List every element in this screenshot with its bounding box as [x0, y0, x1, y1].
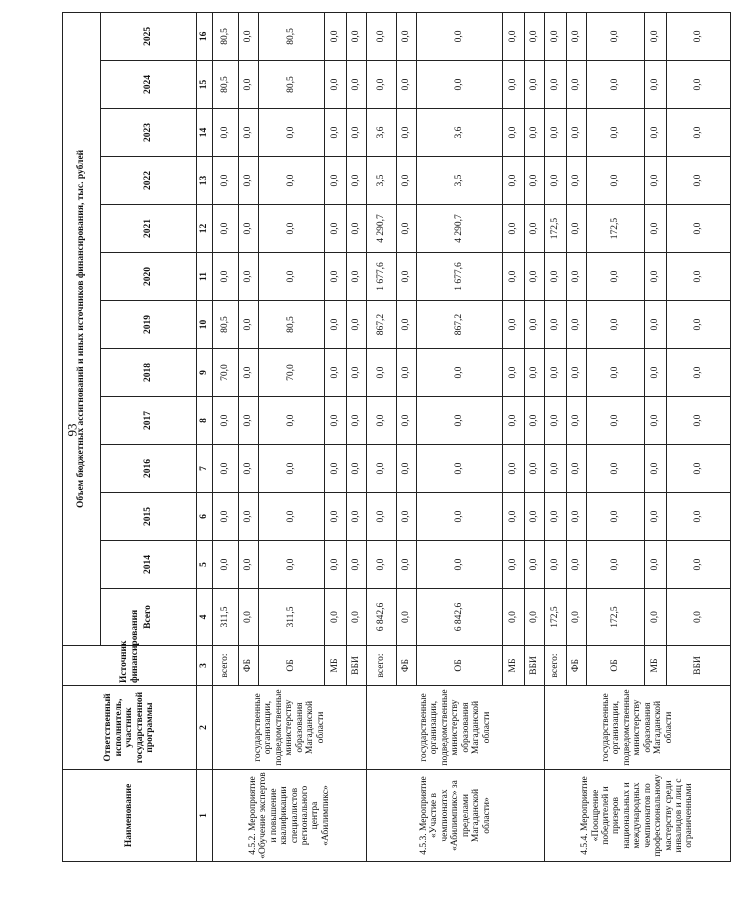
- header-year: 2021: [101, 205, 197, 253]
- year-value-cell: 0,0: [503, 253, 525, 301]
- column-number: 5: [197, 541, 213, 589]
- column-number: 9: [197, 349, 213, 397]
- year-value-cell: 0,0: [645, 157, 667, 205]
- year-value-cell: 0,0: [213, 541, 239, 589]
- year-value-cell: 0,0: [417, 445, 503, 493]
- year-value-cell: 0,0: [417, 397, 503, 445]
- year-value-cell: 0,0: [397, 61, 417, 109]
- year-value-cell: 80,5: [259, 61, 325, 109]
- year-value-cell: 0,0: [239, 445, 259, 493]
- year-value-cell: 0,0: [239, 397, 259, 445]
- header-year: 2019: [101, 301, 197, 349]
- year-value-cell: 0,0: [545, 445, 567, 493]
- total-cell: 172,5: [587, 589, 645, 646]
- year-value-cell: 0,0: [503, 493, 525, 541]
- year-value-cell: 0,0: [567, 349, 587, 397]
- total-cell: 311,5: [259, 589, 325, 646]
- funding-source: ОБ: [417, 646, 503, 686]
- year-value-cell: 0,0: [667, 397, 731, 445]
- year-value-cell: 0,0: [397, 205, 417, 253]
- year-value-cell: 0,0: [239, 349, 259, 397]
- year-value-cell: 0,0: [325, 445, 347, 493]
- funding-source: всего:: [213, 646, 239, 686]
- total-cell: 0,0: [667, 589, 731, 646]
- year-value-cell: 70,0: [213, 349, 239, 397]
- year-value-cell: 0,0: [213, 445, 239, 493]
- year-value-cell: 0,0: [645, 445, 667, 493]
- year-value-cell: 0,0: [347, 493, 367, 541]
- year-value-cell: 0,0: [587, 541, 645, 589]
- funding-source: МБ: [503, 646, 525, 686]
- year-value-cell: 0,0: [259, 109, 325, 157]
- funding-source: всего:: [367, 646, 397, 686]
- year-value-cell: 0,0: [213, 397, 239, 445]
- year-value-cell: 0,0: [347, 541, 367, 589]
- year-value-cell: 0,0: [347, 157, 367, 205]
- funding-source: МБ: [325, 646, 347, 686]
- year-value-cell: 0,0: [397, 349, 417, 397]
- year-value-cell: 80,5: [259, 301, 325, 349]
- year-value-cell: 0,0: [503, 445, 525, 493]
- year-value-cell: 0,0: [397, 301, 417, 349]
- responsible-executor: государственные организации, подведомственные министерству образования Магаданской области: [213, 686, 367, 770]
- year-value-cell: 0,0: [567, 61, 587, 109]
- year-value-cell: 0,0: [525, 205, 545, 253]
- year-value-cell: 0,0: [325, 61, 347, 109]
- year-value-cell: 0,0: [213, 205, 239, 253]
- total-cell: 0,0: [397, 589, 417, 646]
- activity-name: 4.5.2. Мероприятие «Обучение экспертов и повышение квалификации специалистов регионального центра «Абилимпикс»: [213, 770, 367, 862]
- year-value-cell: 0,0: [545, 253, 567, 301]
- column-number: 11: [197, 253, 213, 301]
- funding-source: ВБИ: [667, 646, 731, 686]
- year-value-cell: 0,0: [367, 493, 397, 541]
- year-value-cell: 4 290,7: [417, 205, 503, 253]
- year-value-cell: 0,0: [587, 157, 645, 205]
- year-value-cell: 0,0: [525, 445, 545, 493]
- year-value-cell: 0,0: [645, 541, 667, 589]
- year-value-cell: 0,0: [367, 397, 397, 445]
- year-value-cell: 0,0: [367, 61, 397, 109]
- funding-source: ОБ: [587, 646, 645, 686]
- year-value-cell: 0,0: [239, 493, 259, 541]
- column-number: 10: [197, 301, 213, 349]
- column-number: 14: [197, 109, 213, 157]
- year-value-cell: 0,0: [239, 205, 259, 253]
- year-value-cell: 0,0: [347, 397, 367, 445]
- column-number: 8: [197, 397, 213, 445]
- year-value-cell: 0,0: [545, 493, 567, 541]
- funding-source: МБ: [645, 646, 667, 686]
- funding-source: ФБ: [397, 646, 417, 686]
- year-value-cell: 0,0: [667, 61, 731, 109]
- column-number: 4: [197, 589, 213, 646]
- year-value-cell: 0,0: [325, 397, 347, 445]
- year-value-cell: 0,0: [367, 12, 397, 60]
- year-value-cell: 0,0: [213, 253, 239, 301]
- year-value-cell: 0,0: [645, 493, 667, 541]
- year-value-cell: 0,0: [503, 61, 525, 109]
- year-value-cell: 0,0: [347, 445, 367, 493]
- year-value-cell: 0,0: [587, 301, 645, 349]
- year-value-cell: 0,0: [587, 349, 645, 397]
- year-value-cell: 0,0: [525, 349, 545, 397]
- year-value-cell: 0,0: [545, 541, 567, 589]
- year-value-cell: 0,0: [545, 301, 567, 349]
- total-cell: 311,5: [213, 589, 239, 646]
- year-value-cell: 0,0: [645, 61, 667, 109]
- column-number: 1: [197, 770, 213, 862]
- year-value-cell: 0,0: [667, 349, 731, 397]
- year-value-cell: 0,0: [325, 12, 347, 60]
- year-value-cell: 0,0: [525, 301, 545, 349]
- column-number: 7: [197, 445, 213, 493]
- year-value-cell: 0,0: [239, 253, 259, 301]
- year-value-cell: 0,0: [503, 301, 525, 349]
- year-value-cell: 0,0: [347, 205, 367, 253]
- year-value-cell: 0,0: [503, 349, 525, 397]
- year-value-cell: 0,0: [587, 253, 645, 301]
- column-number: 12: [197, 205, 213, 253]
- year-value-cell: 0,0: [239, 12, 259, 60]
- total-cell: 6 842,6: [417, 589, 503, 646]
- year-value-cell: 0,0: [645, 109, 667, 157]
- total-cell: 0,0: [503, 589, 525, 646]
- total-cell: 0,0: [239, 589, 259, 646]
- year-value-cell: 0,0: [259, 157, 325, 205]
- funding-source: ФБ: [567, 646, 587, 686]
- year-value-cell: 0,0: [325, 349, 347, 397]
- year-value-cell: 0,0: [525, 12, 545, 60]
- year-value-cell: 0,0: [213, 157, 239, 205]
- year-value-cell: 0,0: [667, 301, 731, 349]
- year-value-cell: 0,0: [645, 253, 667, 301]
- year-value-cell: 0,0: [259, 205, 325, 253]
- year-value-cell: 3,6: [417, 109, 503, 157]
- year-value-cell: 0,0: [213, 493, 239, 541]
- year-value-cell: 0,0: [397, 12, 417, 60]
- year-value-cell: 0,0: [525, 541, 545, 589]
- year-value-cell: 0,0: [417, 61, 503, 109]
- year-value-cell: 0,0: [503, 12, 525, 60]
- funding-source: всего:: [545, 646, 567, 686]
- year-value-cell: 0,0: [397, 253, 417, 301]
- funding-source: ВБИ: [347, 646, 367, 686]
- year-value-cell: 867,2: [417, 301, 503, 349]
- year-value-cell: 0,0: [645, 349, 667, 397]
- responsible-executor: государственные организации, подведомственные министерству образования Магаданской области: [545, 686, 731, 770]
- year-value-cell: 0,0: [397, 157, 417, 205]
- year-value-cell: 0,0: [259, 397, 325, 445]
- funding-source: ОБ: [259, 646, 325, 686]
- year-value-cell: 0,0: [525, 109, 545, 157]
- year-value-cell: 0,0: [567, 157, 587, 205]
- header-total: Всего: [101, 589, 197, 646]
- year-value-cell: 0,0: [367, 541, 397, 589]
- year-value-cell: 0,0: [259, 253, 325, 301]
- year-value-cell: 0,0: [347, 61, 367, 109]
- year-value-cell: 0,0: [397, 109, 417, 157]
- column-number: 15: [197, 61, 213, 109]
- year-value-cell: 0,0: [525, 157, 545, 205]
- year-value-cell: 0,0: [259, 493, 325, 541]
- year-value-cell: 0,0: [417, 12, 503, 60]
- year-value-cell: 0,0: [525, 397, 545, 445]
- year-value-cell: 0,0: [325, 493, 347, 541]
- year-value-cell: 0,0: [325, 253, 347, 301]
- year-value-cell: 0,0: [367, 445, 397, 493]
- header-year: 2022: [101, 157, 197, 205]
- year-value-cell: 0,0: [239, 61, 259, 109]
- funding-source: ФБ: [239, 646, 259, 686]
- year-value-cell: 0,0: [325, 109, 347, 157]
- year-value-cell: 70,0: [259, 349, 325, 397]
- year-value-cell: 0,0: [347, 253, 367, 301]
- year-value-cell: 0,0: [667, 445, 731, 493]
- total-cell: 0,0: [645, 589, 667, 646]
- total-cell: 0,0: [525, 589, 545, 646]
- year-value-cell: 80,5: [213, 61, 239, 109]
- year-value-cell: 0,0: [397, 493, 417, 541]
- year-value-cell: 0,0: [525, 61, 545, 109]
- column-number: 16: [197, 12, 213, 60]
- year-value-cell: 0,0: [545, 61, 567, 109]
- responsible-executor: государственные организации, подведомственные министерству образования Магаданской области: [367, 686, 545, 770]
- year-value-cell: 0,0: [503, 205, 525, 253]
- year-value-cell: 172,5: [545, 205, 567, 253]
- year-value-cell: 0,0: [667, 157, 731, 205]
- year-value-cell: 0,0: [239, 301, 259, 349]
- year-value-cell: 0,0: [587, 445, 645, 493]
- year-value-cell: 0,0: [567, 12, 587, 60]
- year-value-cell: 0,0: [545, 12, 567, 60]
- header-year: 2015: [101, 493, 197, 541]
- year-value-cell: 0,0: [667, 12, 731, 60]
- year-value-cell: 80,5: [213, 12, 239, 60]
- year-value-cell: 0,0: [645, 12, 667, 60]
- year-value-cell: 0,0: [397, 541, 417, 589]
- header-year: 2017: [101, 397, 197, 445]
- activity-name: 4.5.3. Мероприятие «Участие в чемпионатах «Абилимпикс» за пределами Магаданской области»: [367, 770, 545, 862]
- year-value-cell: 0,0: [567, 541, 587, 589]
- year-value-cell: 3,6: [367, 109, 397, 157]
- year-value-cell: 1 677,6: [417, 253, 503, 301]
- year-value-cell: 0,0: [417, 493, 503, 541]
- year-value-cell: 0,0: [325, 541, 347, 589]
- funding-source: ВБИ: [525, 646, 545, 686]
- year-value-cell: 0,0: [587, 61, 645, 109]
- year-value-cell: 0,0: [325, 301, 347, 349]
- header-volume: Объем бюджетных ассигнований и иных источников финансирования, тыс. рублей: [63, 12, 101, 645]
- header-year: 2020: [101, 253, 197, 301]
- year-value-cell: 0,0: [667, 109, 731, 157]
- year-value-cell: 0,0: [667, 493, 731, 541]
- budget-table: [62, 12, 731, 862]
- total-cell: 0,0: [325, 589, 347, 646]
- year-value-cell: 0,0: [587, 12, 645, 60]
- header-source: Источник финансирования: [63, 646, 197, 686]
- header-year: 2016: [101, 445, 197, 493]
- year-value-cell: 0,0: [417, 349, 503, 397]
- year-value-cell: 0,0: [325, 157, 347, 205]
- activity-name: 4.5.4. Мероприятие «Поощрение победителей и призеров национальных и международных чемпионатов по профессиональному мастерству среди инвалидов и лиц с ограниченными: [545, 770, 731, 862]
- year-value-cell: 0,0: [239, 157, 259, 205]
- year-value-cell: 0,0: [325, 205, 347, 253]
- year-value-cell: 0,0: [525, 253, 545, 301]
- year-value-cell: 0,0: [525, 493, 545, 541]
- year-value-cell: 0,0: [567, 205, 587, 253]
- year-value-cell: 0,0: [367, 349, 397, 397]
- year-value-cell: 0,0: [567, 109, 587, 157]
- year-value-cell: 0,0: [567, 493, 587, 541]
- year-value-cell: 0,0: [545, 349, 567, 397]
- year-value-cell: 0,0: [567, 301, 587, 349]
- year-value-cell: 0,0: [417, 541, 503, 589]
- year-value-cell: 0,0: [503, 157, 525, 205]
- year-value-cell: 0,0: [503, 541, 525, 589]
- year-value-cell: 0,0: [503, 109, 525, 157]
- year-value-cell: 0,0: [567, 445, 587, 493]
- page-number: 93: [64, 423, 80, 437]
- rotated-page: [62, 17, 704, 862]
- year-value-cell: 0,0: [503, 397, 525, 445]
- year-value-cell: 80,5: [259, 12, 325, 60]
- year-value-cell: 0,0: [259, 445, 325, 493]
- year-value-cell: 0,0: [239, 541, 259, 589]
- header-year: 2025: [101, 12, 197, 60]
- year-value-cell: 0,0: [567, 253, 587, 301]
- year-value-cell: 0,0: [347, 12, 367, 60]
- column-number: 6: [197, 493, 213, 541]
- year-value-cell: 0,0: [587, 397, 645, 445]
- year-value-cell: 0,0: [587, 493, 645, 541]
- year-value-cell: 3,5: [367, 157, 397, 205]
- table-row: [545, 12, 567, 861]
- year-value-cell: 0,0: [667, 541, 731, 589]
- total-cell: 172,5: [545, 589, 567, 646]
- column-number: 3: [197, 646, 213, 686]
- column-number: 2: [197, 686, 213, 770]
- year-value-cell: 0,0: [645, 301, 667, 349]
- header-year: 2014: [101, 541, 197, 589]
- year-value-cell: 0,0: [347, 349, 367, 397]
- year-value-cell: 0,0: [397, 445, 417, 493]
- year-value-cell: 0,0: [397, 397, 417, 445]
- year-value-cell: 0,0: [213, 109, 239, 157]
- year-value-cell: 0,0: [239, 109, 259, 157]
- year-value-cell: 0,0: [667, 253, 731, 301]
- year-value-cell: 0,0: [667, 205, 731, 253]
- year-value-cell: 3,5: [417, 157, 503, 205]
- year-value-cell: 0,0: [347, 301, 367, 349]
- year-value-cell: 0,0: [545, 157, 567, 205]
- header-name: Наименование: [63, 770, 197, 862]
- year-value-cell: 0,0: [545, 109, 567, 157]
- total-cell: 0,0: [347, 589, 367, 646]
- year-value-cell: 0,0: [567, 397, 587, 445]
- header-year: 2018: [101, 349, 197, 397]
- year-value-cell: 1 677,6: [367, 253, 397, 301]
- year-value-cell: 0,0: [645, 205, 667, 253]
- year-value-cell: 0,0: [587, 109, 645, 157]
- year-value-cell: 80,5: [213, 301, 239, 349]
- year-value-cell: 867,2: [367, 301, 397, 349]
- year-value-cell: 4 290,7: [367, 205, 397, 253]
- table-row: [367, 12, 397, 861]
- header-year: 2024: [101, 61, 197, 109]
- column-number: 13: [197, 157, 213, 205]
- year-value-cell: 0,0: [645, 397, 667, 445]
- year-value-cell: 0,0: [259, 541, 325, 589]
- year-value-cell: 172,5: [587, 205, 645, 253]
- year-value-cell: 0,0: [347, 109, 367, 157]
- total-cell: 6 842,6: [367, 589, 397, 646]
- table-row: [213, 12, 239, 861]
- header-year: 2023: [101, 109, 197, 157]
- year-value-cell: 0,0: [545, 397, 567, 445]
- total-cell: 0,0: [567, 589, 587, 646]
- header-executor: Ответственный исполнитель, участник государственной программы: [63, 686, 197, 770]
